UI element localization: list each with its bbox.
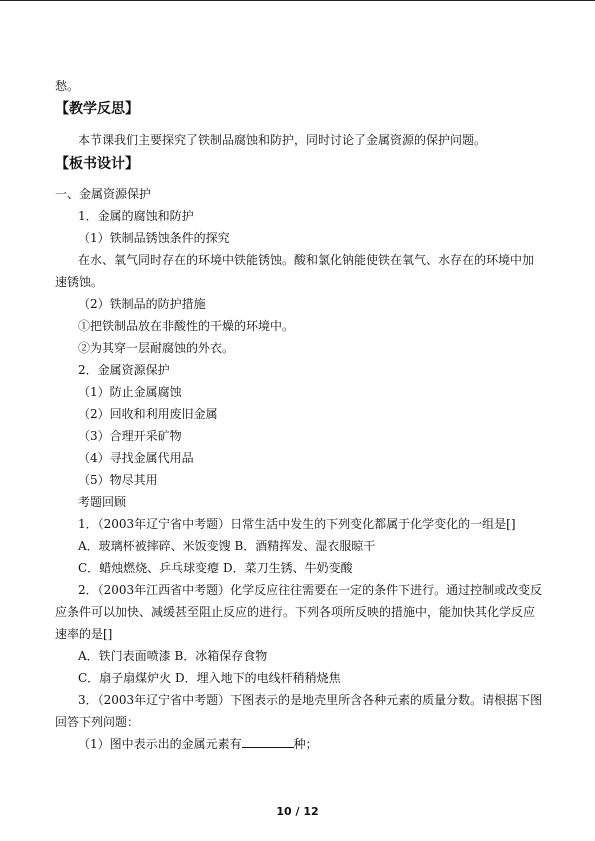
text-line: （5）物尽其用 [78,473,158,487]
question-1: 1．（2003年辽宁省中考题）日常生活中发生的下列变化都属于化学变化的一组是[] [78,517,516,531]
text-line: 本节课我们主要探究了铁制品腐蚀和防护，同时讨论了金属资源的保护问题。 [78,133,487,147]
text-line: （2）铁制品的防护措施 [78,297,206,311]
page-top-rule [0,0,595,1]
question-3-part-1-prefix: （1）图中表示出的金属元素有 [78,737,242,751]
text-line: 一、金属资源保护 [55,187,152,201]
text-line: 在水、氧气同时存在的环境中铁能锈蚀。酸和氯化钠能使铁在氧气、水存在的环境中加 [78,253,535,267]
question-3: 3．（2003年辽宁省中考题）下图表示的是地壳里所含各种元素的质量分数。请根据下图 [78,693,543,707]
text-line: （2）回收和利用废旧金属 [78,407,218,421]
text-line: 回答下列问题： [55,715,140,729]
question-3-part-1-suffix: 种； [293,737,318,751]
text-line: 2．金属资源保护 [78,363,170,377]
text-line: （3）合理开采矿物 [78,429,182,443]
text-line: 考题回顾 [78,495,127,509]
question-1-options-cd: C．蜡烛燃烧、乒乓球变瘪 D．菜刀生锈、牛奶变酸 [78,561,353,575]
text-line: 愁。 [55,79,80,93]
text-line: ②为其穿一层耐腐蚀的外衣。 [78,341,235,355]
text-line: 速锈蚀。 [55,275,104,289]
question-2-options-cd: C．扇子扇煤炉火 D．埋入地下的电线杆稍稍烧焦 [78,671,341,685]
page-number: 10 / 12 [276,805,319,818]
text-line: （1）防止金属腐蚀 [78,385,182,399]
question-1-options-ab: A．玻璃杯被摔碎、米饭变馊 B．酒精挥发、湿衣服晾干 [78,539,376,553]
text-line: 速率的是[] [55,627,113,641]
text-line: 应条件可以加快、减缓甚至阻止反应的进行。下列各项所反映的措施中，能加快其化学反应 [55,605,536,619]
text-line: ①把铁制品放在非酸性的干燥的环境中。 [78,319,295,333]
question-3-part-1 [78,736,318,752]
text-line: 1．金属的腐蚀和防护 [78,209,194,223]
text-line: （1）铁制品锈蚀条件的探究 [78,231,230,245]
question-2: 2．（2003年江西省中考题）化学反应往往需要在一定的条件下进行。通过控制或改变反 [78,583,543,597]
question-2-options-ab: A．铁门表面喷漆 B．冰箱保存食物 [78,649,268,663]
section-heading-reflection: 【教学反思】 [55,101,139,117]
section-heading-board-design: 【板书设计】 [55,156,139,172]
text-line: （4）寻找金属代用品 [78,451,194,465]
answer-blank[interactable] [242,736,294,748]
